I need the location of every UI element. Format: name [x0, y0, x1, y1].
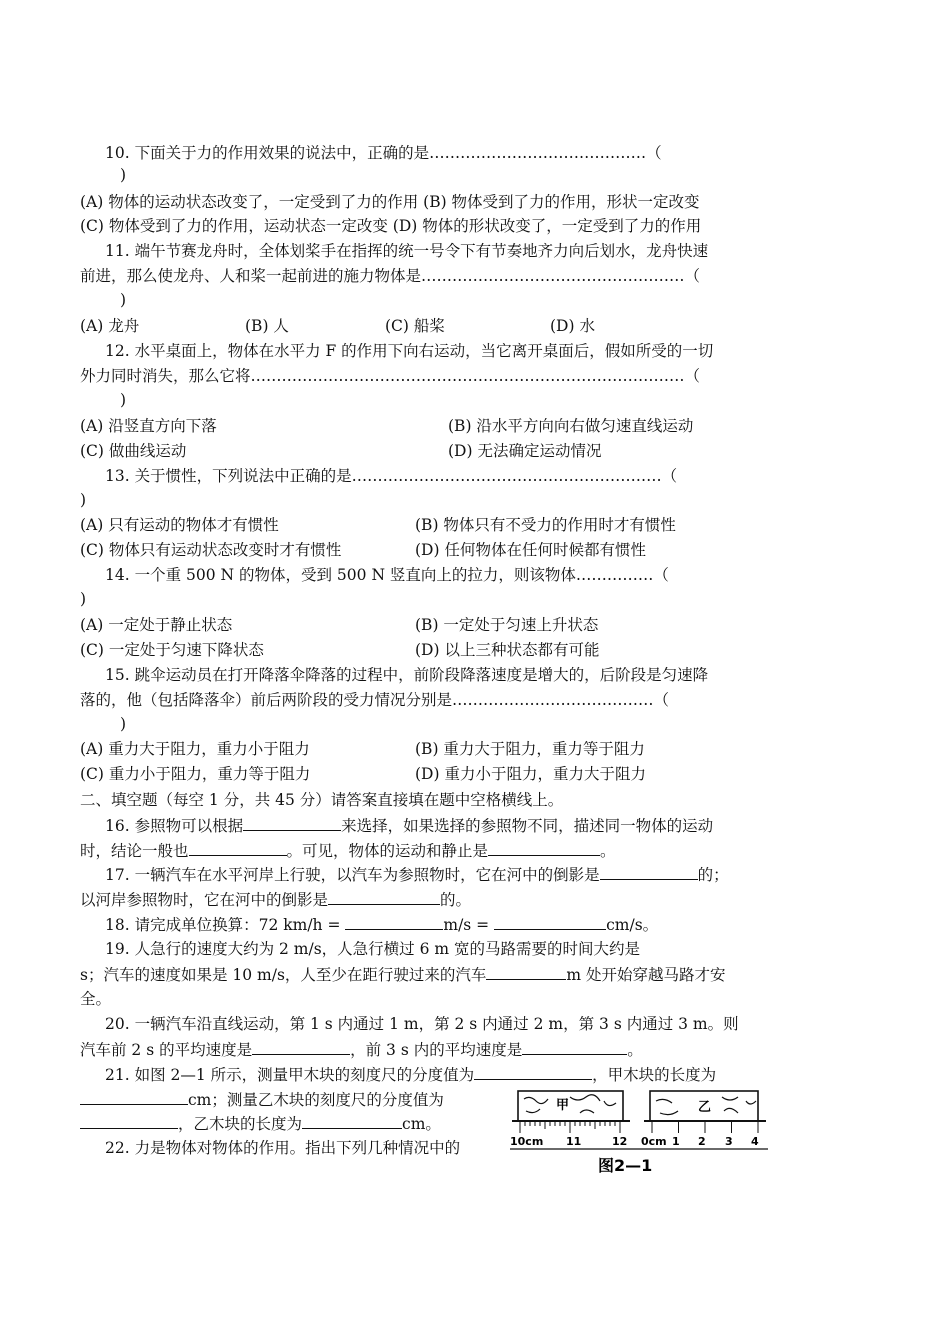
q17-text-2: 的； [697, 866, 729, 884]
ruler-b-label-4: 4 [751, 1135, 759, 1148]
q19-text-1: s；汽车的速度如果是 10 m/s，人至少在距行驶过来的汽车 [80, 966, 487, 984]
q12-line2: 外力同时消失，那么它将…………………………………………………………………………（ [80, 367, 701, 385]
q12-option-a: (A) 沿竖直方向下落 [80, 417, 217, 435]
figure-caption: 图2—1 [598, 1156, 653, 1175]
ruler-diagram [510, 1085, 775, 1180]
ruler-b-ticks [652, 1121, 758, 1133]
q14-option-b: (B) 一定处于匀速上升状态 [415, 616, 599, 634]
q13-answer-paren: ) [80, 491, 87, 509]
q12-option-d: (D) 无法确定运动情况 [448, 442, 602, 460]
q21-blank-1[interactable] [474, 1063, 592, 1080]
q21-blank-2[interactable] [80, 1088, 188, 1105]
q15-line2: 落的，他（包括降落伞）前后两阶段的受力情况分别是…………………………………（ [80, 691, 670, 709]
q22-line1: 22. 力是物体对物体的作用。指出下列几种情况中的 [105, 1139, 461, 1157]
q17-text-1: 17. 一辆汽车在水平河岸上行驶，以汽车为参照物时，它在河中的倒影是 [105, 866, 600, 884]
ruler-a-label-10cm: 10cm [510, 1135, 544, 1148]
q17-text-3: 以河岸参照物时，它在河中的倒影是 [80, 891, 329, 909]
q16-text-2: 来选择，如果选择的参照物不同，描述同一物体的运动 [341, 817, 714, 835]
q15-option-b: (B) 重力大于阻力，重力等于阻力 [415, 740, 645, 758]
q11-answer-paren: ) [120, 291, 127, 309]
q10-options-ab: (A) 物体的运动状态改变了，一定受到了力的作用 (B) 物体受到了力的作用，形状一定改变 [80, 193, 700, 211]
q19-line1: 19. 人急行的速度大约为 2 m/s，人急行横过 6 m 宽的马路需要的时间大约是 [105, 940, 641, 958]
q16-line2 [80, 839, 880, 862]
figure-2-1 [510, 1085, 775, 1180]
q20-text-2: ，前 3 s 内的平均速度是 [350, 1041, 523, 1059]
q16-blank-3[interactable] [488, 839, 600, 856]
q19-blank-1[interactable] [486, 963, 566, 980]
q18-blank-2[interactable] [494, 913, 606, 930]
q16-text-1: 16. 参照物可以根据 [105, 817, 244, 835]
ruler-a-ticks [520, 1121, 620, 1133]
q21-text-1: 21. 如图 2—1 所示，测量甲木块的刻度尺的分度值为 [105, 1066, 475, 1084]
q15-answer-paren: ) [120, 715, 127, 733]
q10-options-cd: (C) 物体受到了力的作用，运动状态一定改变 (D) 物体的形状改变了，一定受到了力的作用 [80, 217, 702, 235]
ruler-b-label-2: 2 [698, 1135, 706, 1148]
q19-line2 [80, 963, 880, 986]
q13-option-c: (C) 物体只有运动状态改变时才有惯性 [80, 541, 342, 559]
q20-blank-2[interactable] [522, 1038, 627, 1055]
q12-option-c: (C) 做曲线运动 [80, 442, 187, 460]
q20-text-3: 。 [627, 1041, 643, 1059]
q11-option-d: (D) 水 [550, 317, 595, 335]
q16-text-4: 。可见，物体的运动和静止是 [286, 842, 489, 860]
q21-blank-3[interactable] [80, 1112, 178, 1129]
q21-line3 [80, 1112, 500, 1135]
q13-option-d: (D) 任何物体在任何时候都有惯性 [415, 541, 646, 559]
q13-option-b: (B) 物体只有不受力的作用时才有惯性 [415, 516, 676, 534]
q11-option-c: (C) 船桨 [385, 317, 445, 335]
ruler-b-label-0cm: 0cm [641, 1135, 667, 1148]
ruler-a [510, 1091, 630, 1148]
q13-option-a: (A) 只有运动的物体才有惯性 [80, 516, 279, 534]
q16-text-5: 。 [600, 842, 616, 860]
q16-blank-1[interactable] [243, 814, 341, 831]
q12-option-b: (B) 沿水平方向向右做匀速直线运动 [448, 417, 694, 435]
q15-option-d: (D) 重力小于阻力，重力大于阻力 [415, 765, 646, 783]
q21-line2 [80, 1088, 500, 1111]
q20-blank-1[interactable] [252, 1038, 350, 1055]
q18-text-2: m/s = [443, 916, 495, 934]
q21-text-4: ，乙木块的长度为 [178, 1115, 303, 1133]
q15-line1: 15. 跳伞运动员在打开降落伞降落的过程中，前阶段降落速度是增大的，后阶段是匀速降 [105, 666, 709, 684]
q21-text-5: cm。 [402, 1115, 441, 1133]
q16-blank-2[interactable] [189, 839, 287, 856]
q18-text-3: cm/s。 [606, 916, 659, 934]
q12-line1: 12. 水平桌面上，物体在水平力 F 的作用下向右运动，当它离开桌面后，假如所受的一切 [105, 342, 714, 360]
q18-line [105, 913, 905, 936]
q11-option-a: (A) 龙舟 [80, 317, 140, 335]
q21-text-3: cm；测量乙木块的刻度尺的分度值为 [188, 1091, 444, 1109]
ruler-b [641, 1091, 766, 1148]
q20-line1: 20. 一辆汽车沿直线运动，第 1 s 内通过 1 m，第 2 s 内通过 2 m，第 3 s 内通过 3 m。则 [105, 1015, 739, 1033]
q17-line2 [80, 888, 880, 911]
block-a [518, 1091, 623, 1121]
q14-option-c: (C) 一定处于匀速下降状态 [80, 641, 264, 659]
q14-stem: 14. 一个重 500 N 的物体，受到 500 N 竖直向上的拉力，则该物体……………（ [105, 566, 669, 584]
section-heading-fill-in: 二、填空题（每空 1 分，共 45 分）请答案直接填在题中空格横线上。 [80, 791, 564, 809]
q19-line3: 全。 [80, 990, 112, 1008]
q21-text-2: ，甲木块的长度为 [592, 1066, 717, 1084]
q20-line2 [80, 1038, 880, 1061]
q12-answer-paren: ) [120, 391, 127, 409]
q11-option-b: (B) 人 [245, 317, 289, 335]
q20-text-1: 汽车前 2 s 的平均速度是 [80, 1041, 253, 1059]
q11-line1: 11. 端午节赛龙舟时，全体划桨手在指挥的统一号令下有节奏地齐力向后划水，龙舟快速 [105, 242, 709, 260]
q15-option-c: (C) 重力小于阻力，重力等于阻力 [80, 765, 311, 783]
q17-blank-2[interactable] [328, 888, 440, 905]
q17-blank-1[interactable] [600, 863, 698, 880]
block-b-label: 乙 [698, 1100, 712, 1115]
q10-stem: 10. 下面关于力的作用效果的说法中，正确的是……………………………………（ [105, 144, 662, 162]
ruler-b-label-1: 1 [672, 1135, 680, 1148]
q11-line2: 前进，那么使龙舟、人和桨一起前进的施力物体是……………………………………………（ [80, 267, 701, 285]
q21-blank-4[interactable] [302, 1112, 402, 1129]
q14-option-d: (D) 以上三种状态都有可能 [415, 641, 600, 659]
q17-line1 [105, 863, 905, 886]
q16-line1 [105, 814, 905, 837]
q10-answer-paren: ) [120, 166, 127, 184]
ruler-a-label-12: 12 [612, 1135, 628, 1148]
ruler-a-label-11: 11 [566, 1135, 582, 1148]
q18-blank-1[interactable] [345, 913, 443, 930]
block-a-label: 甲 [556, 1098, 570, 1113]
q21-line1 [105, 1063, 905, 1086]
ruler-b-label-3: 3 [725, 1135, 733, 1148]
q16-text-3: 时，结论一般也 [80, 842, 189, 860]
q15-option-a: (A) 重力大于阻力，重力小于阻力 [80, 740, 310, 758]
q14-option-a: (A) 一定处于静止状态 [80, 616, 233, 634]
q19-text-2: m 处开始穿越马路才安 [566, 966, 726, 984]
q14-answer-paren: ) [80, 590, 87, 608]
q18-text-1: 18. 请完成单位换算：72 km/h = [105, 916, 346, 934]
q13-stem: 13. 关于惯性，下列说法中正确的是……………………………………………………（ [105, 467, 678, 485]
q17-text-4: 的。 [440, 891, 472, 909]
